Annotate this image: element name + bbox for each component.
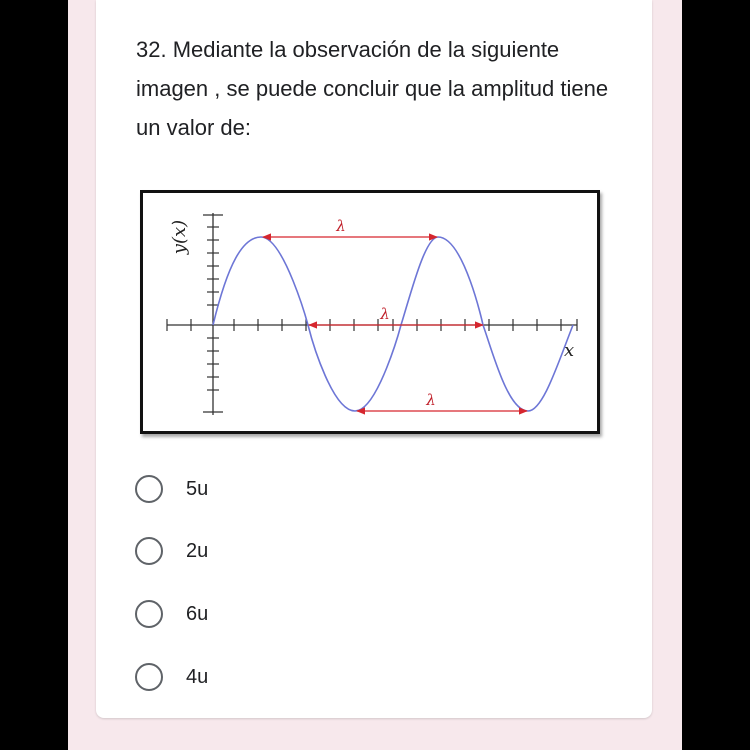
option-label: 4u <box>186 665 209 688</box>
x-axis-label: x <box>564 340 575 361</box>
option-label: 2u <box>186 539 209 562</box>
lambda-label-top: λ <box>336 217 346 235</box>
radio-button[interactable] <box>135 475 163 503</box>
option-2u[interactable] <box>135 535 435 567</box>
option-5u[interactable] <box>135 473 435 505</box>
option-4u[interactable] <box>135 661 435 693</box>
radio-button[interactable] <box>135 663 163 691</box>
wave-figure <box>140 190 600 434</box>
option-6u[interactable] <box>135 598 435 630</box>
radio-button[interactable] <box>135 600 163 628</box>
question-text: 32. Mediante la observación de la siguiente imagen , se puede concluir que la amplitud tiene un valor de: <box>136 37 609 140</box>
y-axis-label: y(x) <box>169 219 190 255</box>
option-label: 5u <box>186 477 209 500</box>
wave-diagram <box>143 193 597 431</box>
radio-button[interactable] <box>135 537 163 565</box>
lambda-label-bottom: λ <box>426 391 436 409</box>
option-label: 6u <box>186 602 209 625</box>
lambda-label-middle: λ <box>380 305 390 323</box>
